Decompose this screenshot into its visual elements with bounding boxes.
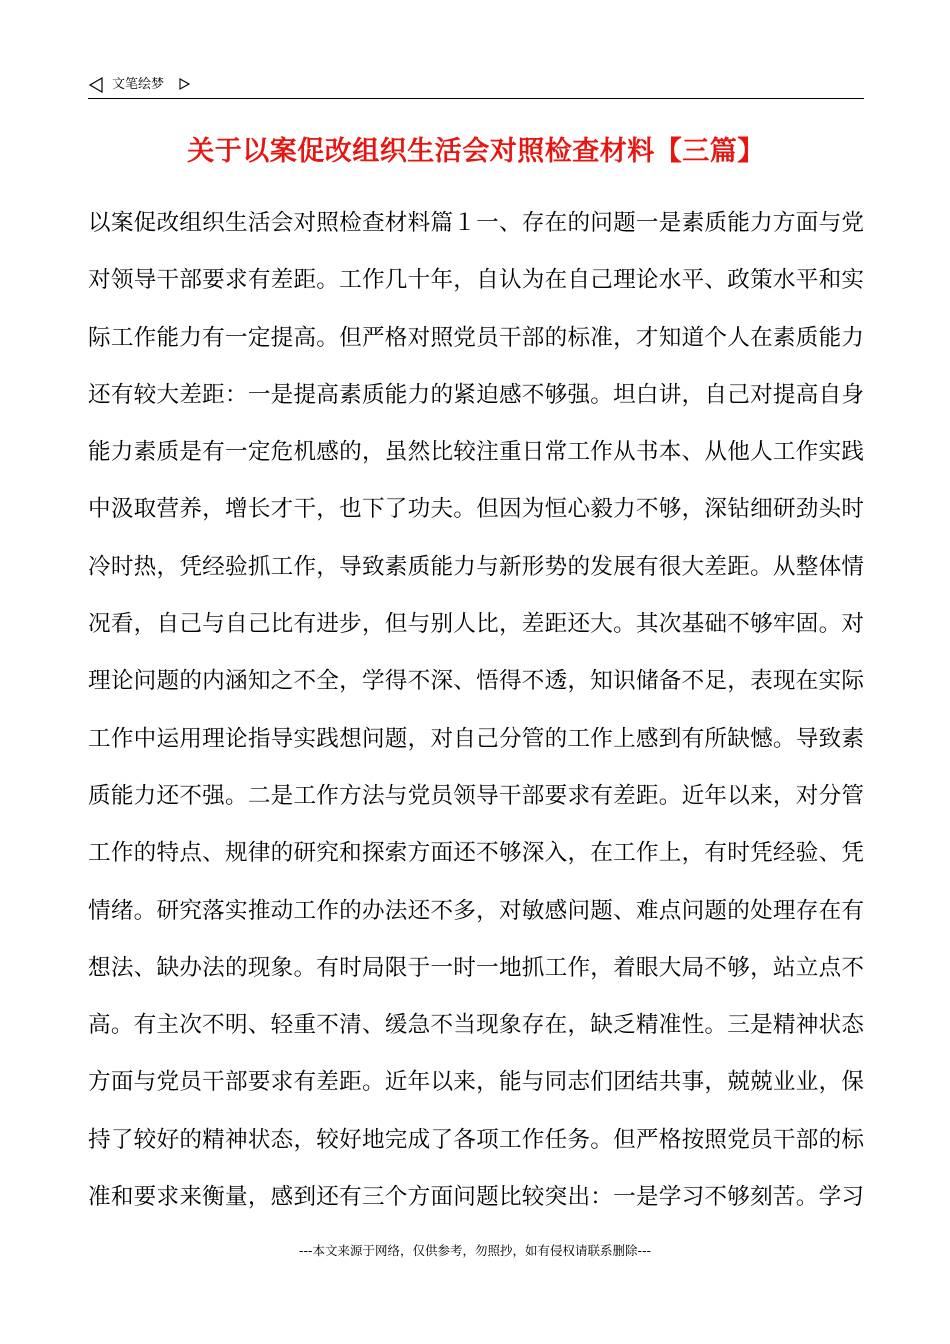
body-line: 冷时热，凭经验抓工作，导致素质能力与新形势的发展有很大差距。从整体情 [88, 553, 864, 580]
body-line: 工作的特点、规律的研究和探索方面还不够深入，在工作上，有时凭经验、凭 [88, 840, 864, 867]
body-line: 以案促改组织生活会对照检查材料篇１一、存在的问题一是素质能力方面与党 [88, 210, 864, 236]
body-line: 质能力还不强。二是工作方法与党员领导干部要求有差距。近年以来，对分管 [88, 782, 864, 809]
body-line: 持了较好的精神状态，较好地完成了各项工作任务。但严格按照党员干部的标 [88, 1126, 864, 1153]
body-line: 能力素质是有一定危机感的，虽然比较注重日常工作从书本、从他人工作实践 [88, 439, 864, 466]
page-footer: ---本文来源于网络，仅供参考，勿照抄，如有侵权请联系删除--- [298, 1243, 652, 1258]
body-line: 想法、缺办法的现象。有时局限于一时一地抓工作，着眼大局不够，站立点不 [88, 954, 864, 981]
body-line: 准和要求来衡量，感到还有三个方面问题比较突出：一是学习不够刻苦。学习 [88, 1184, 864, 1211]
body-line: 高。有主次不明、轻重不清、缓急不当现象存在，缺乏精准性。三是精神状态 [88, 1012, 864, 1039]
body-line: 中汲取营养，增长才干，也下了功夫。但因为恒心毅力不够，深钻细研劲头时 [88, 496, 864, 523]
triangle-right-icon [178, 78, 190, 90]
page-header [88, 74, 864, 99]
body-line: 况看，自己与自己比有进步，但与别人比，差距还大。其次基础不够牢固。对 [88, 611, 864, 638]
document-title: 关于以案促改组织生活会对照检查材料【三篇】 [187, 136, 765, 167]
triangle-left-icon [88, 77, 104, 93]
body-line: 理论问题的内涵知之不全，学得不深、悟得不透，知识储备不足，表现在实际 [88, 668, 864, 695]
document-body [88, 200, 864, 1231]
body-line: 情绪。研究落实推动工作的办法还不多，对敏感问题、难点问题的处理存在有 [88, 897, 864, 924]
body-line: 际工作能力有一定提高。但严格对照党员干部的标准，才知道个人在素质能力 [88, 324, 864, 351]
body-line: 对领导干部要求有差距。工作几十年，自认为在自己理论水平、政策水平和实 [88, 267, 864, 294]
body-line: 工作中运用理论指导实践想问题，对自己分管的工作上感到有所缺憾。导致素 [88, 725, 864, 752]
body-line: 还有较大差距：一是提高素质能力的紧迫感不够强。坦白讲，自己对提高自身 [88, 381, 864, 408]
body-line: 方面与党员干部要求有差距。近年以来，能与同志们团结共事，兢兢业业，保 [88, 1069, 864, 1096]
brand-label: 文笔绘梦 [112, 77, 165, 92]
